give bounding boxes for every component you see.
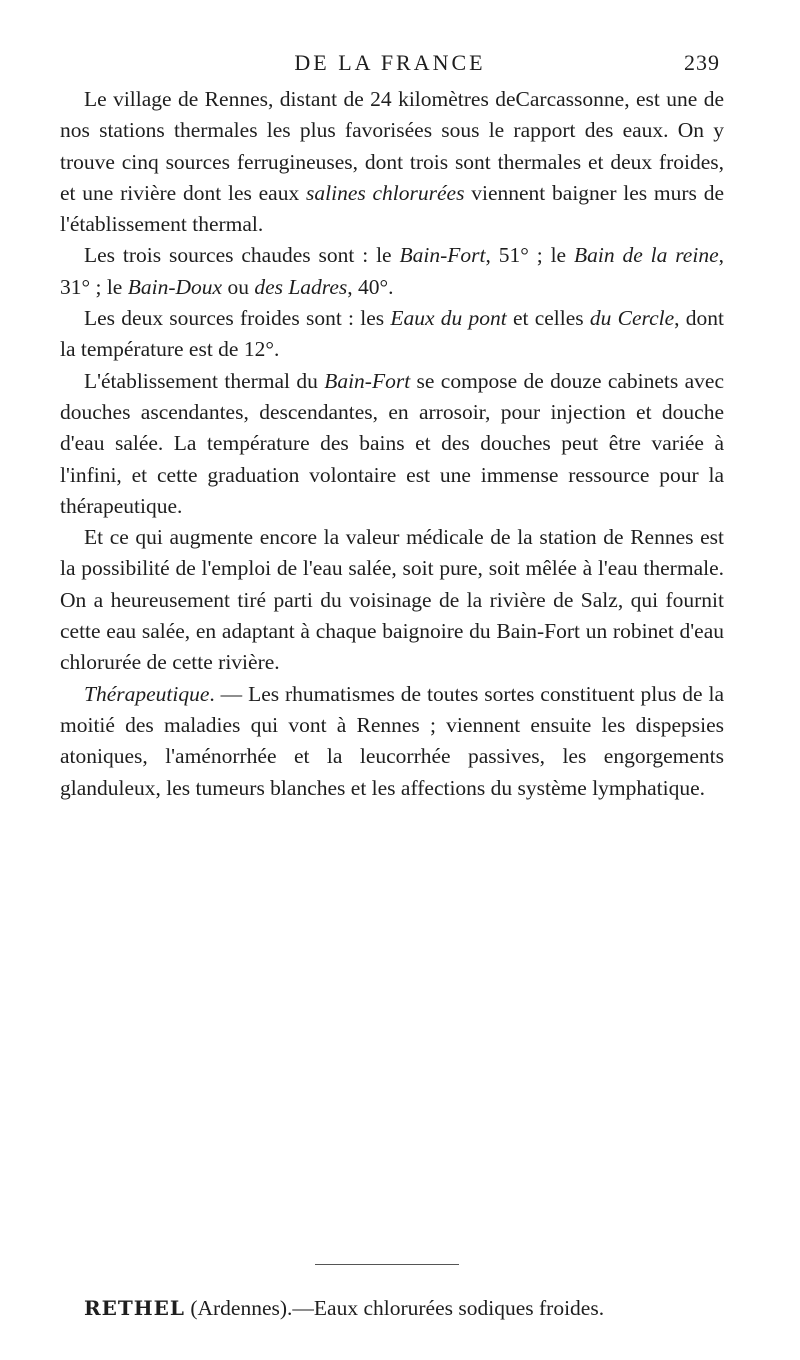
paragraph: [60, 366, 724, 522]
body-text: [60, 84, 724, 804]
italic-run: salines chlorurées: [306, 180, 465, 205]
text-run: ou: [222, 274, 255, 299]
running-header: [60, 50, 720, 80]
italic-run: Thérapeutique: [84, 681, 210, 706]
header-title: DE LA FRANCE: [294, 50, 486, 75]
paragraph: [60, 303, 724, 366]
text-run: , 51° ; le: [485, 243, 574, 268]
italic-run: Eaux du pont: [390, 306, 507, 331]
italic-run: Bain de la reine: [573, 243, 719, 268]
text-run: , dont la température est de 12°.: [60, 306, 724, 362]
text-run: Les deux sources froides sont : les: [84, 306, 391, 331]
italic-run: Bain-Fort: [324, 368, 411, 393]
paragraph: [60, 679, 724, 804]
text-run: et celles: [506, 306, 590, 331]
section-divider: [315, 1264, 459, 1265]
italic-run: des Ladres: [254, 274, 348, 299]
text-run: . — Les rhumatismes de toutes sortes constituent plus de la moitié des maladies qui vont à Rennes ; viennent ensuite les dispepsies atoniques, l'aménorrhée et la leucorrhée passives, les engorgements glanduleux, les tumeurs blanches et les affections du système lymphatique.: [60, 681, 724, 800]
entry-description: (Ardennes).—Eaux chlorurées sodiques froides.: [184, 1296, 605, 1320]
page-number: 239: [684, 50, 720, 75]
paragraph: [60, 522, 724, 678]
paragraph: [60, 240, 724, 303]
italic-run: du Cercle: [589, 306, 675, 331]
spa-entry: [84, 1293, 724, 1324]
italic-run: Bain-Doux: [127, 274, 223, 299]
text-run: L'établissement thermal du: [84, 368, 325, 393]
entry-name: RETHEL: [84, 1296, 185, 1320]
italic-run: Bain-Fort: [399, 243, 486, 268]
text-run: se compose de douze cabinets avec douches ascendantes, descendantes, en arrosoir, pour injection et douche d'eau salée. La température des bains et des douches peut être variée à l'infini, et cette graduation volontaire est une immense ressource pour la thérapeutique.: [60, 368, 724, 518]
text-run: Les trois sources chaudes sont : le: [84, 243, 400, 268]
text-run: , 40°.: [347, 274, 394, 299]
text-run: Et ce qui augmente encore la valeur médicale de la station de Rennes est la possibilité de l'emploi de l'eau salée, soit pure, soit mêlée à l'eau thermale. On a heureusement tiré parti du voisinage de la rivière de Salz, qui fournit cette eau salée, en adaptant à chaque baignoire du Bain-Fort un robinet d'eau chlorurée de cette rivière.: [60, 525, 724, 675]
text-run: Le village de Rennes, distant de 24 kilomètres deCarcassonne, est une de nos stations thermales les plus favorisées sous le rapport des eaux. On y trouve cinq sources ferrugineuses, dont trois sont thermales et deux froides, et une rivière dont les eaux: [60, 87, 724, 205]
text-run: , 31° ; le: [60, 243, 724, 299]
text-run: viennent baigner les murs de l'établissement thermal.: [60, 180, 724, 237]
paragraph: [60, 84, 724, 240]
